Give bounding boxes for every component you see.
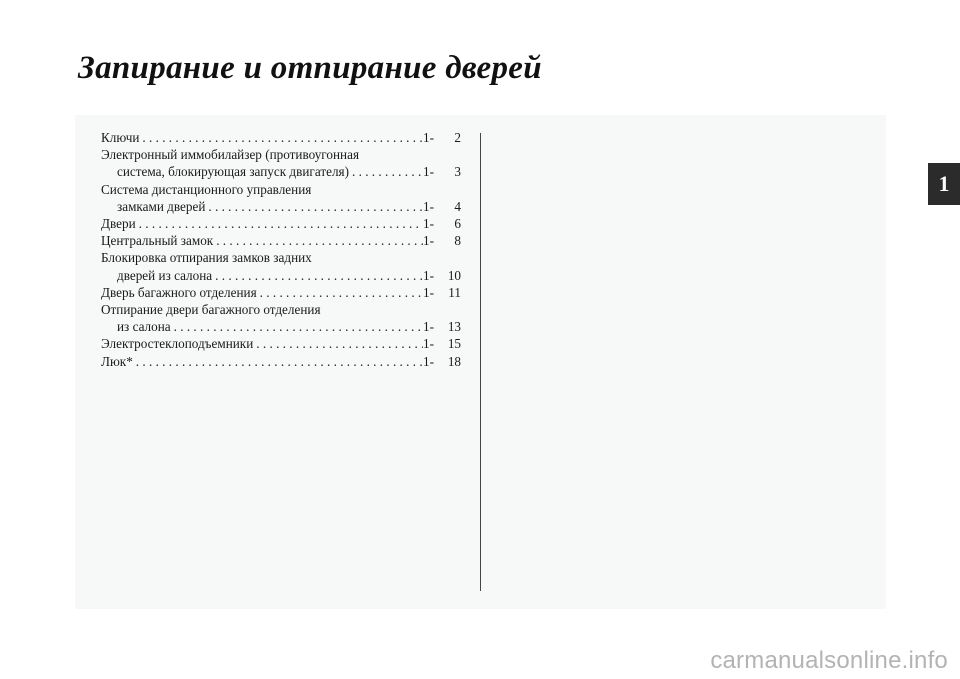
toc-page-number: 10 — [447, 267, 461, 283]
toc-dot-leader — [133, 353, 423, 370]
toc-entry-title: Дверь багажного отделения — [101, 284, 257, 300]
toc-dot-leader — [139, 129, 423, 146]
chapter-tab[interactable]: 1 — [928, 163, 960, 205]
toc-line — [101, 267, 461, 284]
toc-entry[interactable] — [101, 181, 461, 215]
toc-entry-title: Люк* — [101, 353, 133, 369]
toc-chapter-prefix: 1- — [423, 284, 434, 300]
toc-page-number: 11 — [448, 284, 461, 300]
toc-chapter-prefix: 1- — [423, 164, 434, 180]
toc-entry[interactable] — [101, 353, 461, 370]
toc-page-number: 15 — [447, 336, 461, 352]
toc-entry-title: Электростеклоподъемники — [101, 336, 254, 352]
toc-page-number: 8 — [454, 233, 461, 249]
toc-page-number: 4 — [454, 198, 461, 214]
toc-entry-title: Центральный замок — [101, 233, 214, 249]
toc-line — [101, 215, 461, 232]
toc-chapter-prefix: 1- — [423, 233, 434, 249]
toc-dot-leader — [171, 318, 423, 335]
toc-chapter-prefix: 1- — [423, 198, 434, 214]
toc-line — [101, 284, 461, 301]
toc-page-number: 2 — [454, 130, 461, 145]
toc-chapter-prefix: 1- — [423, 267, 434, 283]
toc-line — [101, 318, 461, 335]
toc-chapter-prefix: 1- — [423, 130, 434, 145]
page-title: Запирание и отпирание дверей — [78, 50, 542, 86]
toc-entry-title: Ключи — [101, 130, 140, 145]
toc-line — [101, 249, 461, 266]
toc-page-number: 6 — [454, 216, 461, 232]
toc-entry-title: Система дистанционного управления — [101, 181, 312, 197]
toc-entry[interactable] — [101, 249, 461, 283]
toc-chapter-prefix: 1- — [423, 319, 434, 335]
toc-line — [101, 335, 461, 352]
toc-page-number: 3 — [454, 164, 461, 180]
toc-entry[interactable] — [101, 301, 461, 335]
toc-line — [101, 232, 461, 249]
toc-line — [101, 129, 461, 146]
column-divider — [480, 133, 481, 591]
toc-dot-leader — [205, 198, 423, 215]
toc-entry-title: Двери — [101, 216, 136, 232]
toc-chapter-prefix: 1- — [423, 216, 434, 232]
table-of-contents — [101, 129, 461, 370]
toc-dot-leader — [253, 335, 423, 352]
toc-dot-leader — [136, 215, 423, 232]
toc-line — [101, 181, 461, 198]
toc-entry[interactable] — [101, 215, 461, 232]
toc-chapter-prefix: 1- — [423, 353, 434, 369]
toc-chapter-prefix: 1- — [423, 336, 434, 352]
toc-entry-title: Электронный иммобилайзер (противоугонная — [101, 147, 360, 163]
toc-entry[interactable] — [101, 146, 461, 180]
toc-line — [101, 198, 461, 215]
toc-line — [101, 353, 461, 370]
toc-entry[interactable] — [101, 335, 461, 352]
toc-entry-title: дверей из салона — [117, 267, 213, 283]
toc-page-number: 13 — [447, 319, 461, 335]
watermark: carmanualsonline.info — [710, 647, 948, 674]
toc-dot-leader — [349, 163, 423, 180]
toc-entry-title: замками дверей — [117, 198, 206, 214]
toc-line — [101, 301, 461, 318]
toc-dot-leader — [213, 232, 423, 249]
toc-line — [101, 163, 461, 180]
toc-dot-leader — [212, 267, 423, 284]
toc-entry-title: система, блокирующая запуск двигателя) — [117, 164, 350, 180]
toc-entry-title: Блокировка отпирания замков задних — [101, 250, 312, 266]
toc-entry[interactable] — [101, 129, 461, 146]
toc-entry-title: Отпирание двери багажного отделения — [101, 302, 321, 318]
toc-entry[interactable] — [101, 232, 461, 249]
toc-entry[interactable] — [101, 284, 461, 301]
toc-entry-title: из салона — [117, 319, 171, 335]
toc-dot-leader — [257, 284, 423, 301]
toc-line — [101, 146, 461, 163]
toc-page-number: 18 — [447, 353, 461, 369]
